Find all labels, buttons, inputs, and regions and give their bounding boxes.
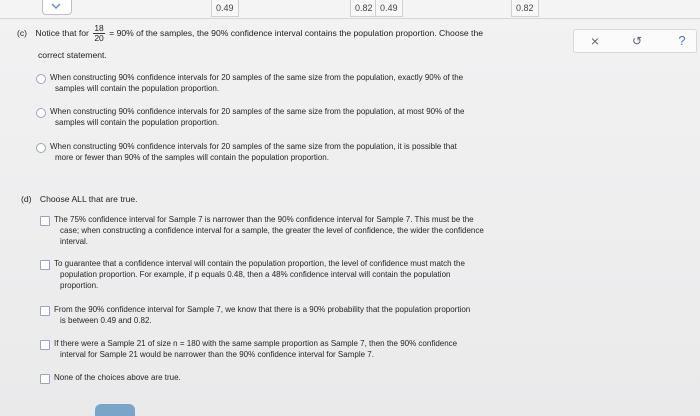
fraction-numerator: 18 [94, 23, 104, 33]
help-button[interactable]: ? [678, 33, 686, 48]
checkbox[interactable] [40, 260, 50, 270]
radio-button[interactable] [36, 74, 46, 84]
option-text-line1: When constructing 90% confidence intervals for 20 samples of the same size from the population, at most 90% of the [50, 107, 465, 116]
radio-button[interactable] [36, 143, 46, 153]
fraction [93, 24, 104, 43]
option-text-line1: If there were a Sample 21 of size n = 180 with the same sample proportion as Sample 7, then the 90% confidence [54, 339, 458, 348]
part-d-option[interactable] [40, 258, 560, 293]
checkbox[interactable] [40, 216, 50, 226]
clear-button[interactable]: × [590, 33, 600, 49]
fraction-denominator: 20 [94, 33, 104, 43]
part-d-option[interactable] [40, 214, 560, 249]
results-strip [0, 0, 700, 19]
part-c-text-before: Notice that for [35, 27, 89, 38]
option-text-line1: From the 90% confidence interval for Sample 7, we know that there is a 90% probability that the population proportion [54, 305, 471, 314]
expand-button[interactable] [42, 0, 72, 15]
option-text-line1: None of the choices above are true. [54, 373, 181, 382]
option-text-line2: is between 0.49 and 0.82. [60, 316, 152, 325]
interval-lower-value: 0.49 [211, 0, 239, 17]
option-text-line2: case; when constructing a confidence interval for a sample, the greater the level of confidence, the wider the confidence [60, 226, 484, 235]
chevron-down-icon [51, 2, 61, 10]
answer-controls [573, 29, 697, 53]
checkbox[interactable] [40, 306, 50, 316]
option-text-line1: When constructing 90% confidence intervals for 20 samples of the same size from the population, exactly 90% of the [50, 73, 464, 82]
interval-lower-value: 0.49 [375, 0, 403, 17]
part-c-text-line2: correct statement. [38, 50, 107, 60]
checkbox[interactable] [40, 340, 50, 350]
interval-upper-value: 0.82 [350, 0, 378, 17]
option-text-line2: more or fewer than 90% of the samples will contain the population proportion. [55, 153, 329, 162]
interval-upper-value: 0.82 [511, 0, 539, 17]
option-text-line3: proportion. [60, 281, 99, 290]
checkbox[interactable] [40, 374, 50, 384]
submit-button[interactable] [95, 404, 135, 416]
part-c-label: (c) [17, 27, 28, 38]
part-c-option[interactable] [36, 106, 556, 130]
reset-button[interactable]: ↺ [631, 34, 643, 48]
part-d-instruction: Choose ALL that are true. [39, 194, 138, 204]
part-d-question [21, 193, 138, 205]
option-text-line1: When constructing 90% confidence intervals for 20 samples of the same size from the population, it is possible that [50, 142, 457, 151]
part-c-option[interactable] [36, 141, 556, 165]
part-c-text-after: = 90% of the samples, the 90% confidence interval contains the population proportion. Choose the [109, 27, 484, 38]
part-c-option[interactable] [36, 72, 556, 96]
part-d-option[interactable] [40, 338, 560, 362]
part-d-option[interactable] [40, 372, 560, 385]
option-text-line1: The 75% confidence interval for Sample 7 is narrower than the 90% confidence interval for Sample 7. This must be the [54, 215, 474, 224]
option-text-line2: population proportion. For example, if p equals 0.48, then a 48% confidence interval will contain the population [60, 270, 451, 279]
radio-button[interactable] [36, 108, 46, 118]
option-text-line2: samples will contain the population proportion. [55, 84, 220, 93]
part-d-label: (d) [21, 194, 32, 204]
option-text-line2: samples will contain the population proportion. [55, 118, 220, 127]
option-text-line2: interval for Sample 21 would be narrower than the 90% confidence interval for Sample 7. [60, 350, 374, 359]
part-d-option[interactable] [40, 304, 560, 328]
option-text-line3: interval. [60, 237, 89, 246]
option-text-line1: To guarantee that a confidence interval will contain the population proportion, the level of confidence must match the [54, 259, 465, 268]
